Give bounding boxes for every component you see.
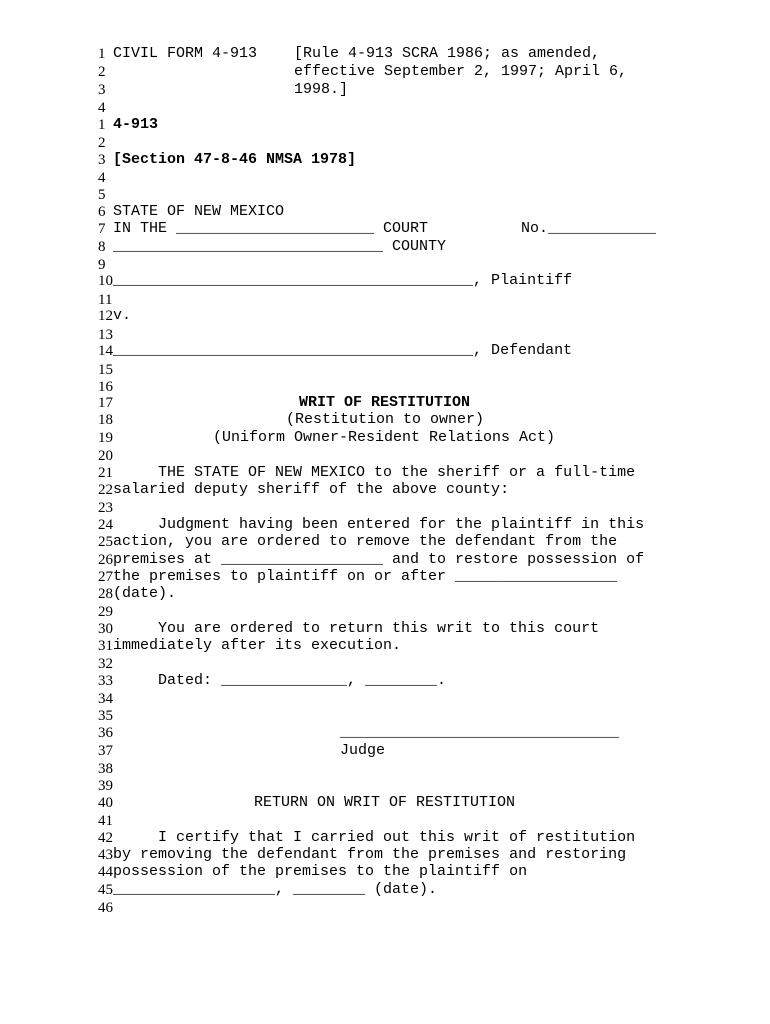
document-text: __________________, ________ (date). (113, 881, 438, 898)
line-number: 13 (98, 327, 113, 343)
line-number: 3 (98, 82, 106, 98)
document-text: effective September 2, 1997; April 6, (294, 63, 628, 80)
document-text: 4-913 (113, 116, 159, 133)
document-text: possession of the premises to the plaintiff on (113, 863, 528, 880)
line-number: 37 (98, 743, 113, 759)
line-number: 36 (98, 725, 113, 741)
line-number: 43 (98, 847, 113, 863)
document-text: salaried deputy sheriff of the above county: (113, 481, 510, 498)
line-number: 2 (98, 135, 106, 151)
document-text: [Rule 4-913 SCRA 1986; as amended, (294, 45, 601, 62)
line-number: 11 (98, 292, 113, 308)
line-number: 18 (98, 412, 113, 428)
document-text: WRIT OF RESTITUTION (299, 394, 471, 411)
document-text: I certify that I carried out this writ of restitution (158, 829, 636, 846)
line-number: 15 (98, 362, 113, 378)
line-number: 23 (98, 500, 113, 516)
line-number: 26 (98, 552, 113, 568)
document-text: Judge (340, 742, 386, 759)
document-text: You are ordered to return this writ to this court (158, 620, 600, 637)
document-text: ________________________________________, Plaintiff (113, 272, 573, 289)
document-text: (Restitution to owner) (286, 411, 485, 428)
line-number: 22 (98, 482, 113, 498)
document-text: Judgment having been entered for the plaintiff in this (158, 516, 645, 533)
line-number: 12 (98, 308, 113, 324)
document-text: [Section 47-8-46 NMSA 1978] (113, 151, 357, 168)
line-number: 28 (98, 586, 113, 602)
document-text: v. (113, 307, 132, 324)
document-text: No.____________ (521, 220, 657, 237)
document-text: (Uniform Owner-Resident Relations Act) (213, 429, 556, 446)
line-number: 29 (98, 604, 113, 620)
line-number: 31 (98, 638, 113, 654)
line-number: 3 (98, 152, 106, 168)
document-text: RETURN ON WRIT OF RESTITUTION (254, 794, 516, 811)
document-text: immediately after its execution. (113, 637, 402, 654)
line-number: 25 (98, 534, 113, 550)
line-number: 21 (98, 465, 113, 481)
line-number: 5 (98, 187, 106, 203)
line-number: 4 (98, 100, 106, 116)
document-text: action, you are ordered to remove the defendant from the (113, 533, 618, 550)
document-text: ________________________________________, Defendant (113, 342, 573, 359)
line-number: 4 (98, 170, 106, 186)
line-number: 40 (98, 795, 113, 811)
document-text: THE STATE OF NEW MEXICO to the sheriff or a full-time (158, 464, 636, 481)
document-text: by removing the defendant from the premises and restoring (113, 846, 627, 863)
line-number: 10 (98, 273, 113, 289)
document-text: Dated: ______________, ________. (158, 672, 447, 689)
line-number: 14 (98, 343, 113, 359)
line-number: 41 (98, 813, 113, 829)
document-text: the premises to plaintiff on or after __________________ (113, 568, 618, 585)
document-text: _______________________________ (340, 724, 620, 741)
line-number: 27 (98, 569, 113, 585)
document-text: 1998.] (294, 81, 349, 98)
line-number: 24 (98, 517, 113, 533)
line-number: 7 (98, 221, 106, 237)
line-number: 42 (98, 830, 113, 846)
line-number: 45 (98, 882, 113, 898)
line-number: 19 (98, 430, 113, 446)
line-number: 46 (98, 900, 113, 916)
document-text: ______________________________ COUNTY (113, 238, 447, 255)
line-number: 34 (98, 691, 113, 707)
document-text: CIVIL FORM 4-913 (113, 45, 258, 62)
line-number: 9 (98, 257, 106, 273)
line-number: 38 (98, 761, 113, 777)
document-text: STATE OF NEW MEXICO (113, 203, 285, 220)
line-number: 20 (98, 448, 113, 464)
line-number: 6 (98, 204, 106, 220)
line-number: 1 (98, 46, 106, 62)
line-number: 1 (98, 117, 106, 133)
line-number: 39 (98, 778, 113, 794)
line-number: 30 (98, 621, 113, 637)
line-number: 35 (98, 708, 113, 724)
line-number: 32 (98, 656, 113, 672)
document-text: IN THE ______________________ COURT (113, 220, 429, 237)
line-number: 17 (98, 395, 113, 411)
line-number: 44 (98, 864, 113, 880)
document-text: (date). (113, 585, 177, 602)
line-number: 8 (98, 239, 106, 255)
line-number: 33 (98, 673, 113, 689)
document-text: premises at __________________ and to restore possession of (113, 551, 645, 568)
line-number: 16 (98, 379, 113, 395)
line-number: 2 (98, 64, 106, 80)
